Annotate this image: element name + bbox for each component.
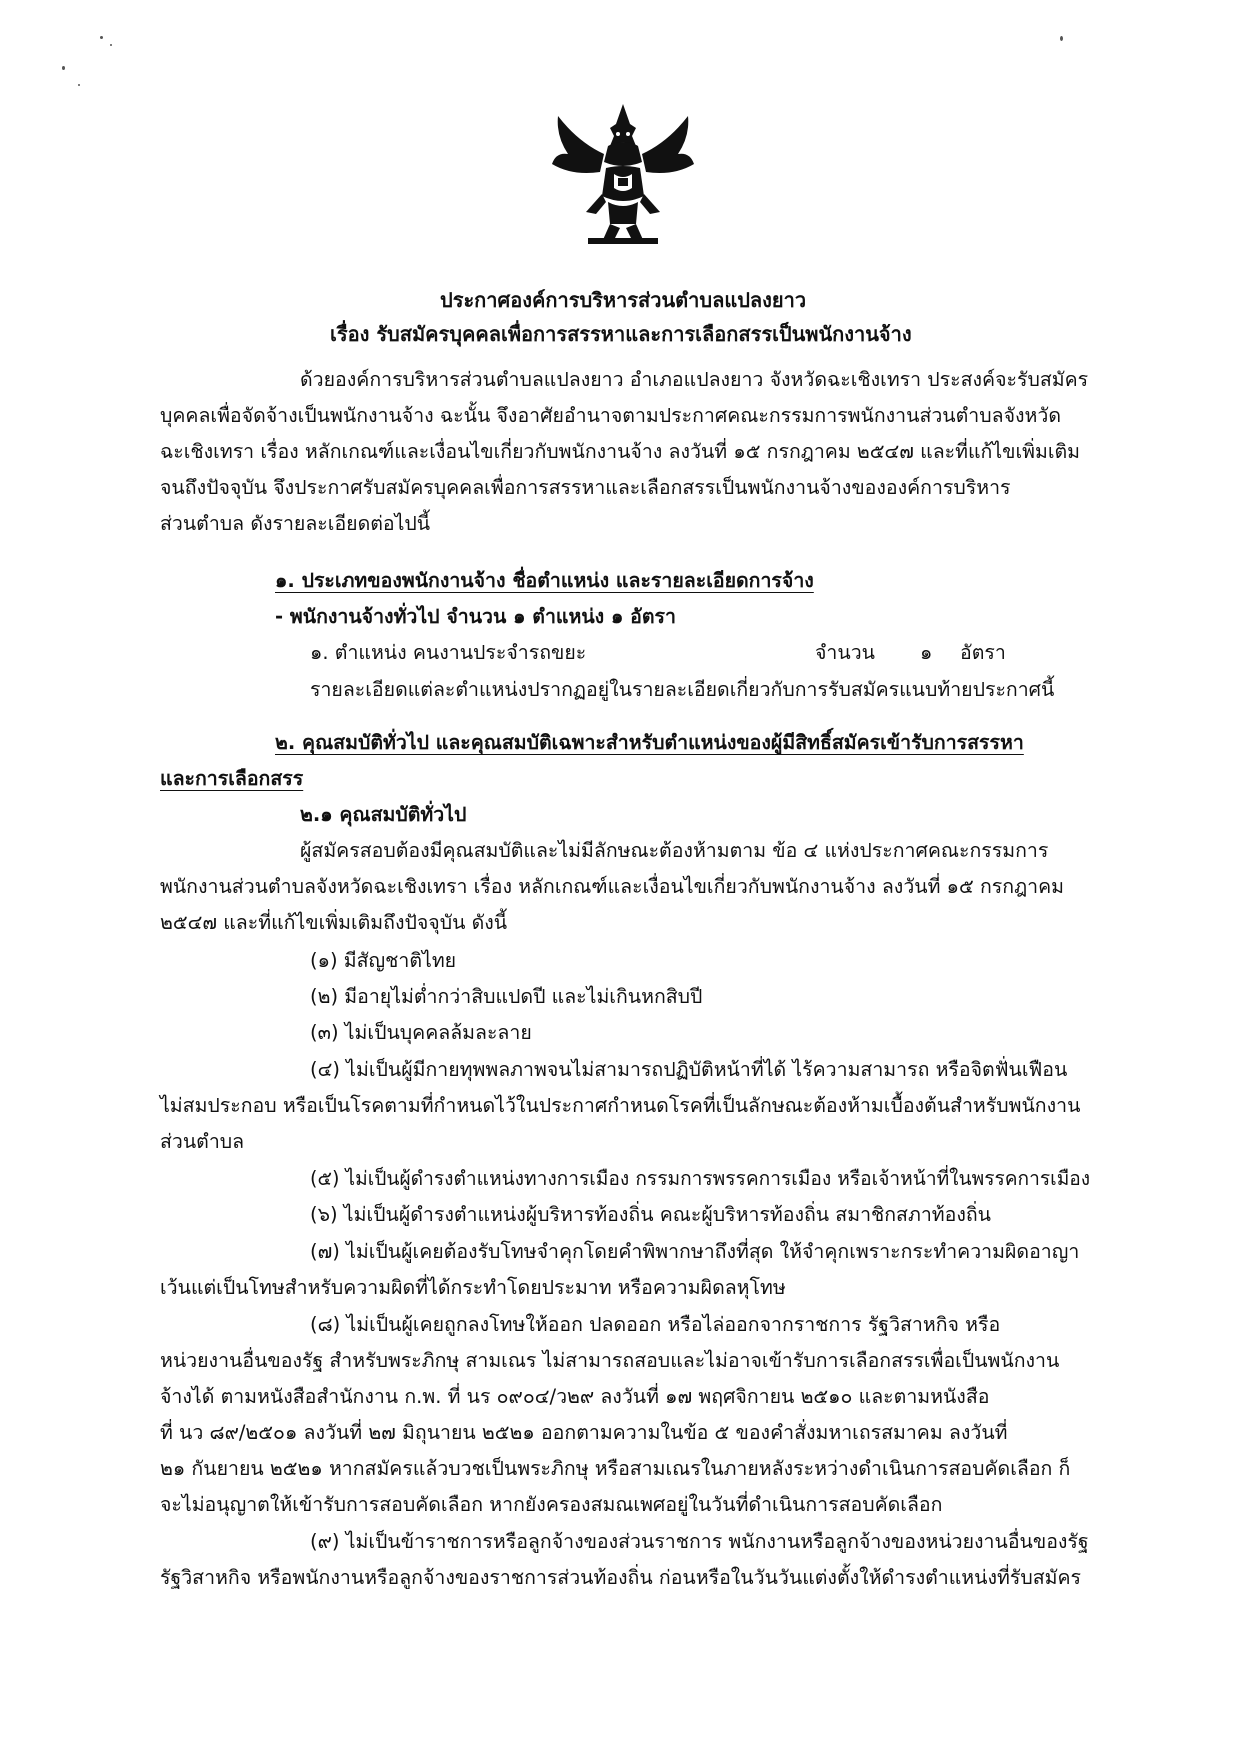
position-count: ๑	[920, 641, 933, 664]
intro-line: ฉะเชิงเทรา เรื่อง หลักเกณฑ์และเงื่อนไขเกี่ยวกับพนักงานจ้าง ลงวันที่ ๑๕ กรกฎาคม ๒๕๔๗ และที่แก้ไขเพิ่มเติม	[160, 440, 1081, 463]
position-label: ๑. ตำแหน่ง คนงานประจำรถขยะ	[310, 641, 587, 664]
section2-heading: ๒. คุณสมบัติทั่วไป และคุณสมบัติเฉพาะสำหรับตำแหน่งของผู้มีสิทธิ์สมัครเข้ารับการสรรหา	[275, 731, 1024, 754]
list-item: (๖) ไม่เป็นผู้ดำรงตำแหน่งผู้บริหารท้องถิ่น คณะผู้บริหารท้องถิ่น สมาชิกสภาท้องถิ่น	[310, 1203, 991, 1226]
list-item: หน่วยงานอื่นของรัฐ สำหรับพระภิกษุ สามเณร ไม่สามารถสอบและไม่อาจเข้ารับการเลือกสรรเพื่อเป็นพนักงาน	[160, 1349, 1060, 1372]
qualification-line: พนักงานส่วนตำบลจังหวัดฉะเชิงเทรา เรื่อง หลักเกณฑ์และเงื่อนไขเกี่ยวกับพนักงานจ้าง ลงวันที่ ๑๕ กรกฎาคม	[160, 875, 1065, 898]
scan-speck	[62, 66, 65, 70]
section2-1-heading: ๒.๑ คุณสมบัติทั่วไป	[300, 803, 467, 826]
qualification-line: ๒๕๔๗ และที่แก้ไขเพิ่มเติมถึงปัจจุบัน ดังนี้	[160, 911, 508, 934]
list-item: (๒) มีอายุไม่ต่ำกว่าสิบแปดปี และไม่เกินหกสิบปี	[310, 985, 703, 1008]
scan-speck	[78, 84, 80, 86]
position-count-label: จำนวน	[815, 641, 875, 664]
list-item: (๓) ไม่เป็นบุคคลล้มละลาย	[310, 1021, 532, 1044]
announcement-subject: เรื่อง รับสมัครบุคคลเพื่อการสรรหาและการเลือกสรรเป็นพนักงานจ้าง	[330, 322, 912, 346]
intro-line: ด้วยองค์การบริหารส่วนตำบลแปลงยาว อำเภอแปลงยาว จังหวัดฉะเชิงเทรา ประสงค์จะรับสมัคร	[300, 368, 1089, 391]
qualification-line: ผู้สมัครสอบต้องมีคุณสมบัติและไม่มีลักษณะต้องห้ามตาม ข้อ ๔ แห่งประกาศคณะกรรมการ	[300, 839, 1049, 862]
list-item: ไม่สมประกอบ หรือเป็นโรคตามที่กำหนดไว้ในประกาศกำหนดโรคที่เป็นลักษณะต้องห้ามเบื้องต้นสำหรับพนักงาน	[160, 1094, 1081, 1117]
position-unit: อัตรา	[960, 641, 1006, 664]
list-item: (๗) ไม่เป็นผู้เคยต้องรับโทษจำคุกโดยคำพิพากษาถึงที่สุด ให้จำคุกเพราะกระทำความผิดอาญา	[310, 1240, 1080, 1263]
list-item: จ้างได้ ตามหนังสือสำนักงาน ก.พ. ที่ นร ๐๙๐๔/ว๒๙ ลงวันที่ ๑๗ พฤศจิกายน ๒๕๑๐ และตามหนังสือ	[160, 1385, 990, 1408]
list-item: (๕) ไม่เป็นผู้ดำรงตำแหน่งทางการเมือง กรรมการพรรคการเมือง หรือเจ้าหน้าที่ในพรรคการเมือง	[310, 1167, 1091, 1190]
list-item: (๑) มีสัญชาติไทย	[310, 949, 457, 972]
intro-line: จนถึงปัจจุบัน จึงประกาศรับสมัครบุคคลเพื่อการสรรหาและเลือกสรรเป็นพนักงานจ้างขององค์การบริหาร	[160, 476, 1011, 499]
intro-line: บุคคลเพื่อจัดจ้างเป็นพนักงานจ้าง ฉะนั้น จึงอาศัยอำนาจตามประกาศคณะกรรมการพนักงานส่วนตำบลจังหวัด	[160, 404, 1061, 427]
list-item: ๒๑ กันยายน ๒๕๒๑ หากสมัครแล้วบวชเป็นพระภิกษุ หรือสามเณรในภายหลังระหว่างดำเนินการสอบคัดเลือก ก็	[160, 1457, 1071, 1480]
list-item: (๙) ไม่เป็นข้าราชการหรือลูกจ้างของส่วนราชการ พนักงานหรือลูกจ้างของหน่วยงานอื่นของรัฐ	[310, 1530, 1089, 1553]
list-item: รัฐวิสาหกิจ หรือพนักงานหรือลูกจ้างของราชการส่วนท้องถิ่น ก่อนหรือในวันวันแต่งตั้งให้ดำรงตำแหน่งที่รับสมัคร	[160, 1566, 1081, 1589]
list-item: เว้นแต่เป็นโทษสำหรับความผิดที่ได้กระทำโดยประมาท หรือความผิดลหุโทษ	[160, 1276, 786, 1299]
scan-speck	[1060, 36, 1063, 41]
section1-note: รายละเอียดแต่ละตำแหน่งปรากฏอยู่ในรายละเอียดเกี่ยวกับการรับสมัครแนบท้ายประกาศนี้	[310, 678, 1055, 701]
section2-heading-cont: และการเลือกสรร	[160, 767, 304, 790]
list-item: ส่วนตำบล	[160, 1130, 245, 1153]
garuda-emblem-icon	[548, 102, 698, 250]
scan-speck	[100, 36, 103, 39]
list-item: จะไม่อนุญาตให้เข้ารับการสอบคัดเลือก หากยังครองสมณเพศอยู่ในวันที่ดำเนินการสอบคัดเลือก	[160, 1493, 943, 1516]
list-item: ที่ นว ๘๙/๒๕๐๑ ลงวันที่ ๒๗ มิถุนายน ๒๕๒๑ ออกตามความในข้อ ๕ ของคำสั่งมหาเถรสมาคม ลงวันที่	[160, 1421, 1008, 1444]
scan-speck	[110, 44, 112, 46]
section1-heading: ๑. ประเภทของพนักงานจ้าง ชื่อตำแหน่ง และรายละเอียดการจ้าง	[275, 569, 814, 592]
section1-subheading: - พนักงานจ้างทั่วไป จำนวน ๑ ตำแหน่ง ๑ อัตรา	[275, 605, 676, 628]
intro-line: ส่วนตำบล ดังรายละเอียดต่อไปนี้	[160, 512, 431, 535]
list-item: (๔) ไม่เป็นผู้มีกายทุพพลภาพจนไม่สามารถปฏิบัติหน้าที่ได้ ไร้ความสามารถ หรือจิตฟั่นเฟือน	[310, 1058, 1068, 1081]
list-item: (๘) ไม่เป็นผู้เคยถูกลงโทษให้ออก ปลดออก หรือไล่ออกจากราชการ รัฐวิสาหกิจ หรือ	[310, 1313, 1001, 1336]
announcement-title: ประกาศองค์การบริหารส่วนตำบลแปลงยาว	[440, 288, 807, 312]
